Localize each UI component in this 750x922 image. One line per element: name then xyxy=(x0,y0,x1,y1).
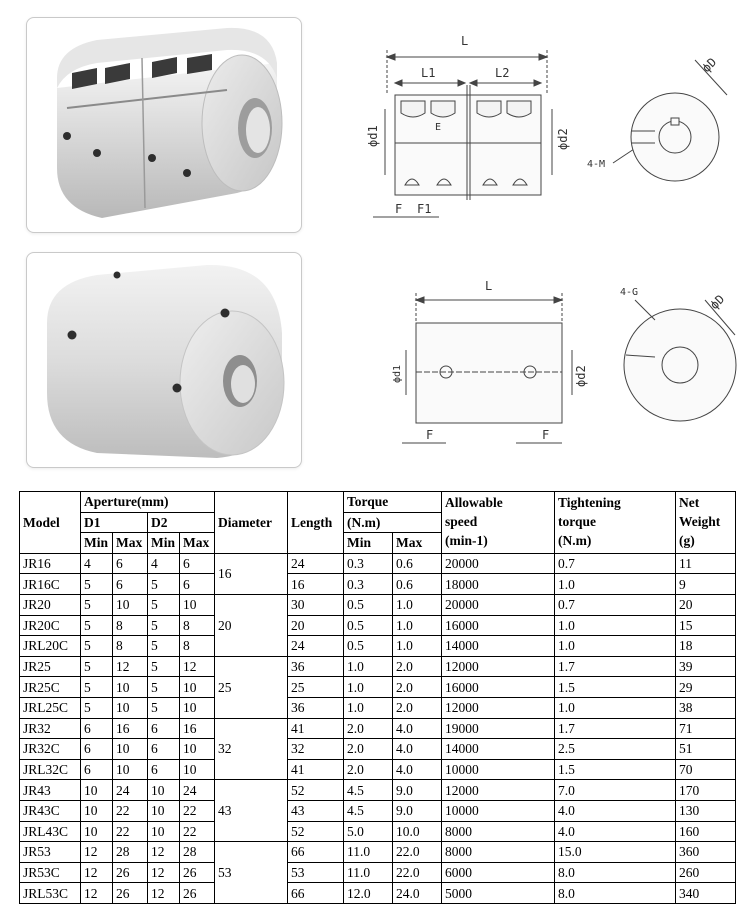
cell-model: JR16C xyxy=(20,574,81,595)
clamp-coupling-image xyxy=(27,18,301,232)
cell-tightening: 4.0 xyxy=(555,800,676,821)
label-d2: ϕd2 xyxy=(556,128,570,150)
cell-speed: 19000 xyxy=(442,718,555,739)
cell-d1-min: 10 xyxy=(81,800,113,821)
cell-speed: 10000 xyxy=(442,800,555,821)
label-L1: L1 xyxy=(421,66,436,80)
cell-tightening: 8.0 xyxy=(555,883,676,904)
cell-tightening: 1.0 xyxy=(555,697,676,718)
photo-clamp-coupling xyxy=(26,17,302,233)
cell-diameter: 32 xyxy=(215,718,288,780)
cell-length: 52 xyxy=(288,780,344,801)
cell-d1-min: 10 xyxy=(81,821,113,842)
cell-torque-max: 1.0 xyxy=(393,636,442,657)
cell-torque-max: 24.0 xyxy=(393,883,442,904)
cell-length: 20 xyxy=(288,615,344,636)
cell-length: 66 xyxy=(288,883,344,904)
cell-tightening: 1.7 xyxy=(555,656,676,677)
coupling-spec-table xyxy=(19,491,736,904)
header-weight-1: Net xyxy=(679,495,700,510)
cell-torque-max: 10.0 xyxy=(393,821,442,842)
cell-d2-max: 10 xyxy=(180,677,215,698)
cell-d1-min: 12 xyxy=(81,842,113,863)
cell-torque-max: 9.0 xyxy=(393,800,442,821)
cell-d2-max: 10 xyxy=(180,697,215,718)
cell-model: JRL25C xyxy=(20,697,81,718)
cell-d1-max: 10 xyxy=(113,739,148,760)
cell-torque-min: 2.0 xyxy=(344,759,393,780)
header-weight-2: Weight xyxy=(679,514,721,529)
table-row xyxy=(20,862,736,883)
label-d1: ϕd1 xyxy=(366,125,380,147)
cell-torque-max: 0.6 xyxy=(393,553,442,574)
label-F-left: F xyxy=(426,428,434,442)
table-row xyxy=(20,842,736,863)
header-tight-1: Tightening xyxy=(558,495,621,510)
cell-model: JRL43C xyxy=(20,821,81,842)
cell-d1-max: 10 xyxy=(113,759,148,780)
header-d1-min: Min xyxy=(81,533,113,554)
cell-length: 41 xyxy=(288,718,344,739)
cell-d2-max: 10 xyxy=(180,759,215,780)
cell-diameter: 16 xyxy=(215,553,288,594)
cell-torque-max: 1.0 xyxy=(393,594,442,615)
cell-torque-min: 0.3 xyxy=(344,574,393,595)
cell-weight: 9 xyxy=(676,574,736,595)
cell-d2-min: 10 xyxy=(148,780,180,801)
cell-weight: 160 xyxy=(676,821,736,842)
cell-weight: 38 xyxy=(676,697,736,718)
header-d2-max: Max xyxy=(180,533,215,554)
label-d2-2: ϕd2 xyxy=(574,365,588,387)
header-weight-3: (g) xyxy=(679,533,695,548)
cell-length: 30 xyxy=(288,594,344,615)
label-G: 4-G xyxy=(620,287,639,298)
cell-speed: 8000 xyxy=(442,842,555,863)
cell-tightening: 1.0 xyxy=(555,574,676,595)
cell-torque-min: 11.0 xyxy=(344,862,393,883)
cell-torque-max: 9.0 xyxy=(393,780,442,801)
cell-d1-max: 26 xyxy=(113,883,148,904)
cell-d2-min: 12 xyxy=(148,862,180,883)
cell-model: JR25 xyxy=(20,656,81,677)
cell-d2-min: 5 xyxy=(148,677,180,698)
clamp-coupling-drawing xyxy=(355,25,740,230)
cell-d1-min: 10 xyxy=(81,780,113,801)
cell-model: JRL53C xyxy=(20,883,81,904)
cell-diameter: 43 xyxy=(215,780,288,842)
cell-d2-min: 6 xyxy=(148,718,180,739)
spec-table-body xyxy=(20,553,736,903)
cell-length: 24 xyxy=(288,636,344,657)
cell-d2-max: 10 xyxy=(180,739,215,760)
header-tightening xyxy=(555,492,676,554)
table-row xyxy=(20,677,736,698)
header-aperture: Aperture(mm) xyxy=(81,492,215,513)
cell-torque-min: 4.5 xyxy=(344,800,393,821)
cell-d1-min: 5 xyxy=(81,574,113,595)
spec-table xyxy=(19,491,735,904)
cell-tightening: 8.0 xyxy=(555,862,676,883)
cell-length: 25 xyxy=(288,677,344,698)
cell-length: 36 xyxy=(288,656,344,677)
cell-length: 52 xyxy=(288,821,344,842)
cell-speed: 20000 xyxy=(442,553,555,574)
cell-weight: 15 xyxy=(676,615,736,636)
cell-speed: 14000 xyxy=(442,739,555,760)
table-row xyxy=(20,821,736,842)
cell-d2-max: 28 xyxy=(180,842,215,863)
cell-speed: 20000 xyxy=(442,594,555,615)
cell-speed: 18000 xyxy=(442,574,555,595)
cell-torque-min: 4.5 xyxy=(344,780,393,801)
cell-weight: 20 xyxy=(676,594,736,615)
cell-model: JR20 xyxy=(20,594,81,615)
cell-tightening: 7.0 xyxy=(555,780,676,801)
header-torque-max: Max xyxy=(393,533,442,554)
cell-d2-max: 16 xyxy=(180,718,215,739)
cell-d1-max: 8 xyxy=(113,615,148,636)
cell-d2-max: 22 xyxy=(180,800,215,821)
cell-torque-max: 4.0 xyxy=(393,739,442,760)
cell-speed: 16000 xyxy=(442,615,555,636)
cell-model: JR25C xyxy=(20,677,81,698)
cell-d2-max: 26 xyxy=(180,862,215,883)
header-speed-1: Allowable xyxy=(445,495,503,510)
table-row xyxy=(20,615,736,636)
cell-length: 16 xyxy=(288,574,344,595)
cell-weight: 340 xyxy=(676,883,736,904)
header-d2: D2 xyxy=(148,512,215,533)
cell-d2-max: 24 xyxy=(180,780,215,801)
cell-torque-min: 11.0 xyxy=(344,842,393,863)
cell-d2-min: 12 xyxy=(148,883,180,904)
header-diameter: Diameter xyxy=(215,492,288,554)
header-tight-3: (N.m) xyxy=(558,533,592,548)
header-torque-unit: (N.m) xyxy=(344,512,442,533)
cell-d1-min: 5 xyxy=(81,656,113,677)
cell-speed: 12000 xyxy=(442,780,555,801)
cell-length: 36 xyxy=(288,697,344,718)
cell-model: JRL20C xyxy=(20,636,81,657)
cell-d1-min: 12 xyxy=(81,862,113,883)
cell-weight: 260 xyxy=(676,862,736,883)
cell-torque-max: 0.6 xyxy=(393,574,442,595)
header-torque: Torque xyxy=(344,492,442,513)
cell-d2-min: 10 xyxy=(148,800,180,821)
table-row xyxy=(20,739,736,760)
cell-torque-min: 0.3 xyxy=(344,553,393,574)
cell-d2-min: 4 xyxy=(148,553,180,574)
cell-weight: 70 xyxy=(676,759,736,780)
cell-weight: 29 xyxy=(676,677,736,698)
cell-speed: 6000 xyxy=(442,862,555,883)
cell-model: JR32C xyxy=(20,739,81,760)
cell-torque-max: 4.0 xyxy=(393,759,442,780)
cell-torque-min: 12.0 xyxy=(344,883,393,904)
cell-torque-min: 0.5 xyxy=(344,636,393,657)
cell-tightening: 1.0 xyxy=(555,615,676,636)
cell-speed: 12000 xyxy=(442,656,555,677)
cell-d2-min: 6 xyxy=(148,739,180,760)
table-row xyxy=(20,636,736,657)
cell-d1-min: 5 xyxy=(81,697,113,718)
cell-d1-min: 5 xyxy=(81,594,113,615)
cell-d1-max: 16 xyxy=(113,718,148,739)
cell-weight: 360 xyxy=(676,842,736,863)
photo-rigid-coupling xyxy=(26,252,302,468)
cell-weight: 39 xyxy=(676,656,736,677)
cell-d1-min: 4 xyxy=(81,553,113,574)
cell-d2-min: 6 xyxy=(148,759,180,780)
cell-d1-max: 6 xyxy=(113,574,148,595)
cell-d2-max: 12 xyxy=(180,656,215,677)
cell-weight: 71 xyxy=(676,718,736,739)
header-length: Length xyxy=(288,492,344,554)
cell-d1-max: 26 xyxy=(113,862,148,883)
label-L-2: L xyxy=(485,279,493,293)
cell-speed: 14000 xyxy=(442,636,555,657)
cell-speed: 5000 xyxy=(442,883,555,904)
cell-torque-min: 0.5 xyxy=(344,594,393,615)
cell-diameter: 25 xyxy=(215,656,288,718)
label-M: 4-M xyxy=(587,159,606,170)
label-F1: F1 xyxy=(417,202,432,216)
cell-d2-min: 5 xyxy=(148,656,180,677)
cell-d2-min: 5 xyxy=(148,636,180,657)
label-L2: L2 xyxy=(495,66,510,80)
cell-d1-max: 24 xyxy=(113,780,148,801)
table-row xyxy=(20,594,736,615)
cell-tightening: 15.0 xyxy=(555,842,676,863)
table-row xyxy=(20,697,736,718)
cell-d2-min: 12 xyxy=(148,842,180,863)
cell-weight: 130 xyxy=(676,800,736,821)
cell-d2-max: 8 xyxy=(180,636,215,657)
cell-d2-min: 5 xyxy=(148,594,180,615)
table-row xyxy=(20,656,736,677)
cell-d2-max: 6 xyxy=(180,553,215,574)
header-d2-min: Min xyxy=(148,533,180,554)
cell-d1-min: 6 xyxy=(81,739,113,760)
label-D-2: ϕD xyxy=(707,292,728,313)
cell-d2-max: 8 xyxy=(180,615,215,636)
cell-d1-min: 5 xyxy=(81,615,113,636)
header-speed-3: (min-1) xyxy=(445,533,488,548)
cell-model: JR43C xyxy=(20,800,81,821)
cell-length: 53 xyxy=(288,862,344,883)
cell-d2-min: 5 xyxy=(148,574,180,595)
cell-weight: 11 xyxy=(676,553,736,574)
cell-torque-max: 1.0 xyxy=(393,615,442,636)
cell-torque-max: 2.0 xyxy=(393,697,442,718)
cell-torque-min: 2.0 xyxy=(344,718,393,739)
cell-speed: 8000 xyxy=(442,821,555,842)
clamp-coupling-drawing-svg xyxy=(355,25,740,230)
cell-length: 41 xyxy=(288,759,344,780)
cell-d1-min: 6 xyxy=(81,759,113,780)
cell-d1-max: 10 xyxy=(113,594,148,615)
cell-length: 43 xyxy=(288,800,344,821)
table-row xyxy=(20,883,736,904)
header-model: Model xyxy=(20,492,81,554)
cell-d2-max: 6 xyxy=(180,574,215,595)
rigid-coupling-drawing xyxy=(380,275,740,455)
label-d1-2: ϕd1 xyxy=(392,364,403,383)
table-row xyxy=(20,780,736,801)
cell-torque-min: 2.0 xyxy=(344,739,393,760)
cell-d1-max: 10 xyxy=(113,697,148,718)
table-row xyxy=(20,574,736,595)
header-weight xyxy=(676,492,736,554)
cell-weight: 51 xyxy=(676,739,736,760)
cell-tightening: 2.5 xyxy=(555,739,676,760)
cell-torque-max: 22.0 xyxy=(393,842,442,863)
cell-d1-min: 12 xyxy=(81,883,113,904)
cell-diameter: 53 xyxy=(215,842,288,904)
cell-d1-min: 5 xyxy=(81,636,113,657)
label-L: L xyxy=(461,34,469,48)
cell-length: 24 xyxy=(288,553,344,574)
cell-d1-max: 22 xyxy=(113,800,148,821)
header-torque-min: Min xyxy=(344,533,393,554)
cell-model: JR43 xyxy=(20,780,81,801)
cell-d1-max: 8 xyxy=(113,636,148,657)
cell-d2-max: 22 xyxy=(180,821,215,842)
cell-d1-max: 12 xyxy=(113,656,148,677)
cell-tightening: 1.5 xyxy=(555,759,676,780)
cell-model: JR53 xyxy=(20,842,81,863)
cell-length: 66 xyxy=(288,842,344,863)
cell-model: JR16 xyxy=(20,553,81,574)
cell-d2-max: 10 xyxy=(180,594,215,615)
rigid-coupling-image xyxy=(27,253,301,467)
cell-d2-min: 10 xyxy=(148,821,180,842)
cell-d2-min: 5 xyxy=(148,615,180,636)
cell-model: JRL32C xyxy=(20,759,81,780)
cell-speed: 10000 xyxy=(442,759,555,780)
cell-torque-min: 5.0 xyxy=(344,821,393,842)
table-row xyxy=(20,553,736,574)
cell-d1-max: 10 xyxy=(113,677,148,698)
cell-tightening: 0.7 xyxy=(555,594,676,615)
cell-length: 32 xyxy=(288,739,344,760)
header-speed-2: speed xyxy=(445,514,478,529)
table-row xyxy=(20,718,736,739)
cell-torque-max: 4.0 xyxy=(393,718,442,739)
cell-model: JR20C xyxy=(20,615,81,636)
cell-speed: 16000 xyxy=(442,677,555,698)
rigid-coupling-drawing-svg xyxy=(380,275,740,455)
cell-model: JR53C xyxy=(20,862,81,883)
header-speed xyxy=(442,492,555,554)
cell-torque-min: 1.0 xyxy=(344,697,393,718)
cell-torque-min: 1.0 xyxy=(344,677,393,698)
header-d1-max: Max xyxy=(113,533,148,554)
header-tight-2: torque xyxy=(558,514,597,529)
table-row xyxy=(20,800,736,821)
cell-tightening: 1.0 xyxy=(555,636,676,657)
header-d1: D1 xyxy=(81,512,148,533)
cell-d2-max: 26 xyxy=(180,883,215,904)
cell-d1-min: 6 xyxy=(81,718,113,739)
label-F-right: F xyxy=(542,428,550,442)
cell-torque-max: 2.0 xyxy=(393,677,442,698)
cell-weight: 18 xyxy=(676,636,736,657)
table-row xyxy=(20,759,736,780)
cell-tightening: 1.7 xyxy=(555,718,676,739)
label-D: ϕD xyxy=(699,55,720,76)
cell-tightening: 1.5 xyxy=(555,677,676,698)
cell-d1-min: 5 xyxy=(81,677,113,698)
cell-model: JR32 xyxy=(20,718,81,739)
cell-d1-max: 28 xyxy=(113,842,148,863)
cell-tightening: 0.7 xyxy=(555,553,676,574)
cell-torque-max: 2.0 xyxy=(393,656,442,677)
label-E: E xyxy=(435,122,442,133)
cell-d1-max: 6 xyxy=(113,553,148,574)
label-F: F xyxy=(395,202,403,216)
cell-torque-min: 1.0 xyxy=(344,656,393,677)
cell-weight: 170 xyxy=(676,780,736,801)
cell-tightening: 4.0 xyxy=(555,821,676,842)
cell-speed: 12000 xyxy=(442,697,555,718)
cell-torque-max: 22.0 xyxy=(393,862,442,883)
cell-torque-min: 0.5 xyxy=(344,615,393,636)
cell-diameter: 20 xyxy=(215,594,288,656)
cell-d1-max: 22 xyxy=(113,821,148,842)
cell-d2-min: 5 xyxy=(148,697,180,718)
